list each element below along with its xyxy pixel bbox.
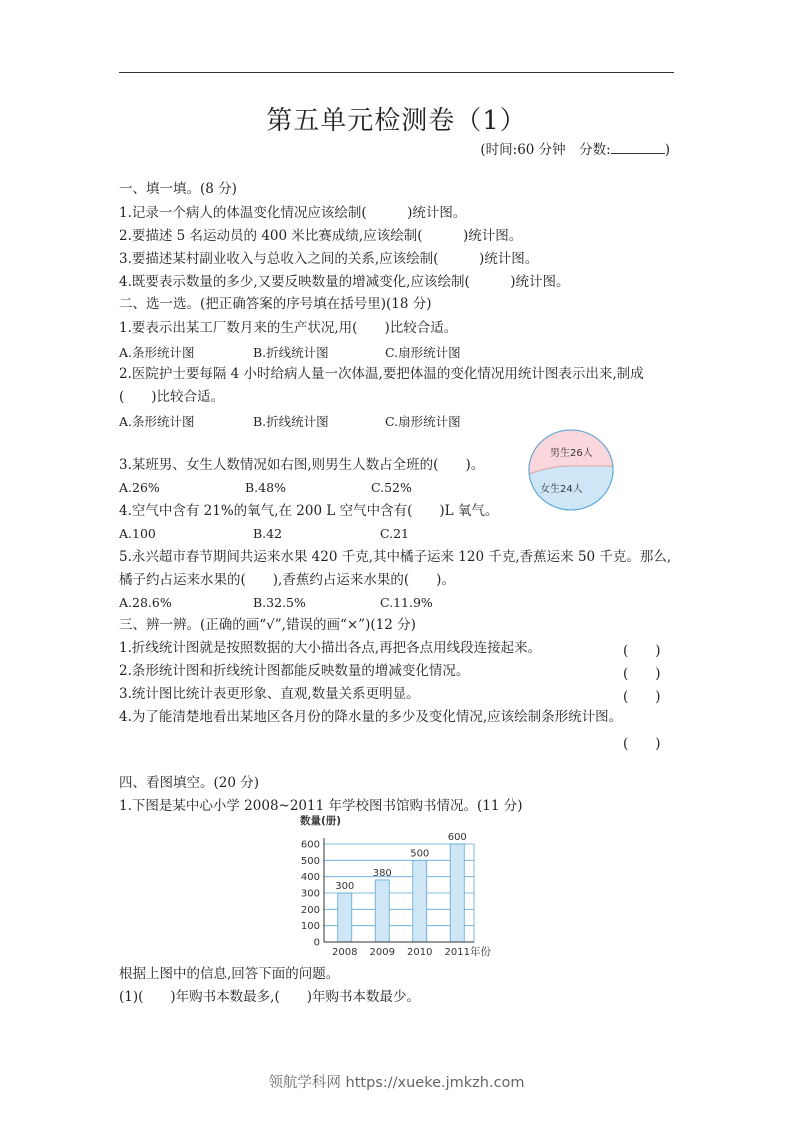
chart-bar xyxy=(338,893,352,942)
s4-instruction: 根据上图中的信息,回答下面的问题。 xyxy=(119,966,340,982)
s1-question-4: 4.既要表示数量的多少,又要反映数量的增减变化,应该绘制( )统计图。 xyxy=(119,274,570,290)
chart-value-label: 600 xyxy=(447,832,467,843)
time-score-info xyxy=(480,138,670,158)
s2-question-5-line-2: 橘子约占运来水果的( ),香蕉约占运来水果的( )。 xyxy=(119,572,455,588)
time-score-label: (时间:60 分钟 分数: xyxy=(480,142,611,158)
s2-q4-option-c: C.21 xyxy=(380,526,409,541)
s4-question-1: 1.下图是某中心小学 2008~2011 年学校图书馆购书情况。(11 分) xyxy=(119,798,523,814)
page-title: 第五单元检测卷（1） xyxy=(266,106,527,136)
gender-pie-chart xyxy=(526,428,616,512)
s3-answer-4[interactable]: ( ) xyxy=(623,736,661,752)
chart-x-tick-label: 2011 xyxy=(444,947,470,958)
s3-answer-3[interactable]: ( ) xyxy=(623,689,661,705)
s2-q5-option-a: A.28.6% xyxy=(119,595,172,610)
s2-question-4: 4.空气中含有 21%的氧气,在 200 L 空气中含有( )L 氧气。 xyxy=(119,503,499,519)
chart-y-tick-label: 400 xyxy=(300,872,320,884)
chart-y-tick-label: 600 xyxy=(300,839,320,851)
pie-label-girls: 女生24人 xyxy=(540,484,583,495)
s1-question-1: 1.记录一个病人的体温变化情况应该绘制( )统计图。 xyxy=(119,205,467,221)
s2-q3-option-a: A.26% xyxy=(119,480,160,495)
s2-question-3: 3.某班男、女生人数情况如右图,则男生人数占全班的( )。 xyxy=(119,457,485,473)
s2-q4-option-b: B.42 xyxy=(253,526,283,541)
s3-statement-2: 2.条形统计图和折线统计图都能反映数量的增减变化情况。 xyxy=(119,663,470,679)
s1-question-3: 3.要描述某村副业收入与总收入之间的关系,应该绘制( )统计图。 xyxy=(119,251,539,267)
chart-x-tick-label: 2010 xyxy=(407,947,433,958)
chart-bar xyxy=(450,844,464,942)
chart-bar xyxy=(413,860,427,942)
section-1-heading: 一、填一填。(8 分) xyxy=(119,181,237,197)
chart-y-tick-label: 100 xyxy=(300,921,320,933)
score-blank[interactable] xyxy=(611,141,665,154)
chart-value-label: 300 xyxy=(335,881,355,892)
s4-subquestion-1: (1)( )年购书本数最多,( )年购书本数最少。 xyxy=(119,989,420,1005)
s2-q5-option-c: C.11.9% xyxy=(380,595,433,610)
s3-statement-1: 1.折线统计图就是按照数据的大小描出各点,再把各点用线段连接起来。 xyxy=(119,640,542,656)
section-3-heading: 三、辨一辨。(正确的画“√”,错误的画“×”)(12 分) xyxy=(119,617,416,633)
chart-y-tick-label: 300 xyxy=(300,888,320,900)
s2-question-2-line-2: ( )比较合适。 xyxy=(119,389,225,405)
section-2-heading: 二、选一选。(把正确答案的序号填在括号里)(18 分) xyxy=(119,296,432,312)
s2-q1-option-c: C.扇形统计图 xyxy=(385,345,461,360)
chart-x-tick-label: 2008 xyxy=(332,947,358,958)
footer-watermark: 领航学科网 https://xueke.jmkzh.com xyxy=(268,1075,525,1091)
chart-value-label: 500 xyxy=(410,848,430,860)
s2-q2-option-a: A.条形统计图 xyxy=(119,414,195,429)
top-rule xyxy=(119,72,674,73)
s2-q1-option-b: B.折线统计图 xyxy=(253,345,329,360)
chart-y-tick-label: 500 xyxy=(300,855,320,867)
s3-statement-4: 4.为了能清楚地看出某地区各月份的降水量的多少及变化情况,应该绘制条形统计图。 xyxy=(119,709,623,725)
chart-y-axis-label: 数量(册) xyxy=(300,815,342,827)
s2-question-2-line-1: 2.医院护士要每隔 4 小时给病人量一次体温,要把体温的变化情况用统计图表示出来,制成 xyxy=(119,366,644,382)
chart-bar xyxy=(375,880,389,942)
s2-q3-option-c: C.52% xyxy=(371,480,412,495)
book-purchase-bar-chart xyxy=(290,812,510,960)
time-score-close: ) xyxy=(664,142,670,158)
s2-question-5-line-1: 5.永兴超市春节期间共运来水果 420 千克,其中橘子运来 120 千克,香蕉运来 50 千克。那么, xyxy=(119,549,672,565)
chart-y-tick-label: 0 xyxy=(313,937,320,949)
s2-q4-option-a: A.100 xyxy=(119,526,156,541)
s2-q2-option-c: C.扇形统计图 xyxy=(385,414,461,429)
s2-q5-option-b: B.32.5% xyxy=(253,595,306,610)
chart-x-axis-label: 年份 xyxy=(470,946,491,958)
chart-x-tick-label: 2009 xyxy=(369,947,395,958)
chart-y-tick-label: 200 xyxy=(300,904,320,916)
pie-label-boys: 男生26人 xyxy=(550,448,593,459)
s2-question-1: 1.要表示出某工厂数月来的生产状况,用( )比较合适。 xyxy=(119,320,458,336)
s2-q2-option-b: B.折线统计图 xyxy=(253,414,329,429)
s1-question-2: 2.要描述 5 名运动员的 400 米比赛成绩,应该绘制( )统计图。 xyxy=(119,228,523,244)
s3-answer-2[interactable]: ( ) xyxy=(623,666,661,682)
s2-q1-option-a: A.条形统计图 xyxy=(119,345,195,360)
s3-answer-1[interactable]: ( ) xyxy=(623,643,661,659)
s2-q3-option-b: B.48% xyxy=(245,480,286,495)
section-4-heading: 四、看图填空。(20 分) xyxy=(119,775,260,791)
s3-statement-3: 3.统计图比统计表更形象、直观,数量关系更明显。 xyxy=(119,686,420,702)
chart-value-label: 380 xyxy=(372,867,392,879)
